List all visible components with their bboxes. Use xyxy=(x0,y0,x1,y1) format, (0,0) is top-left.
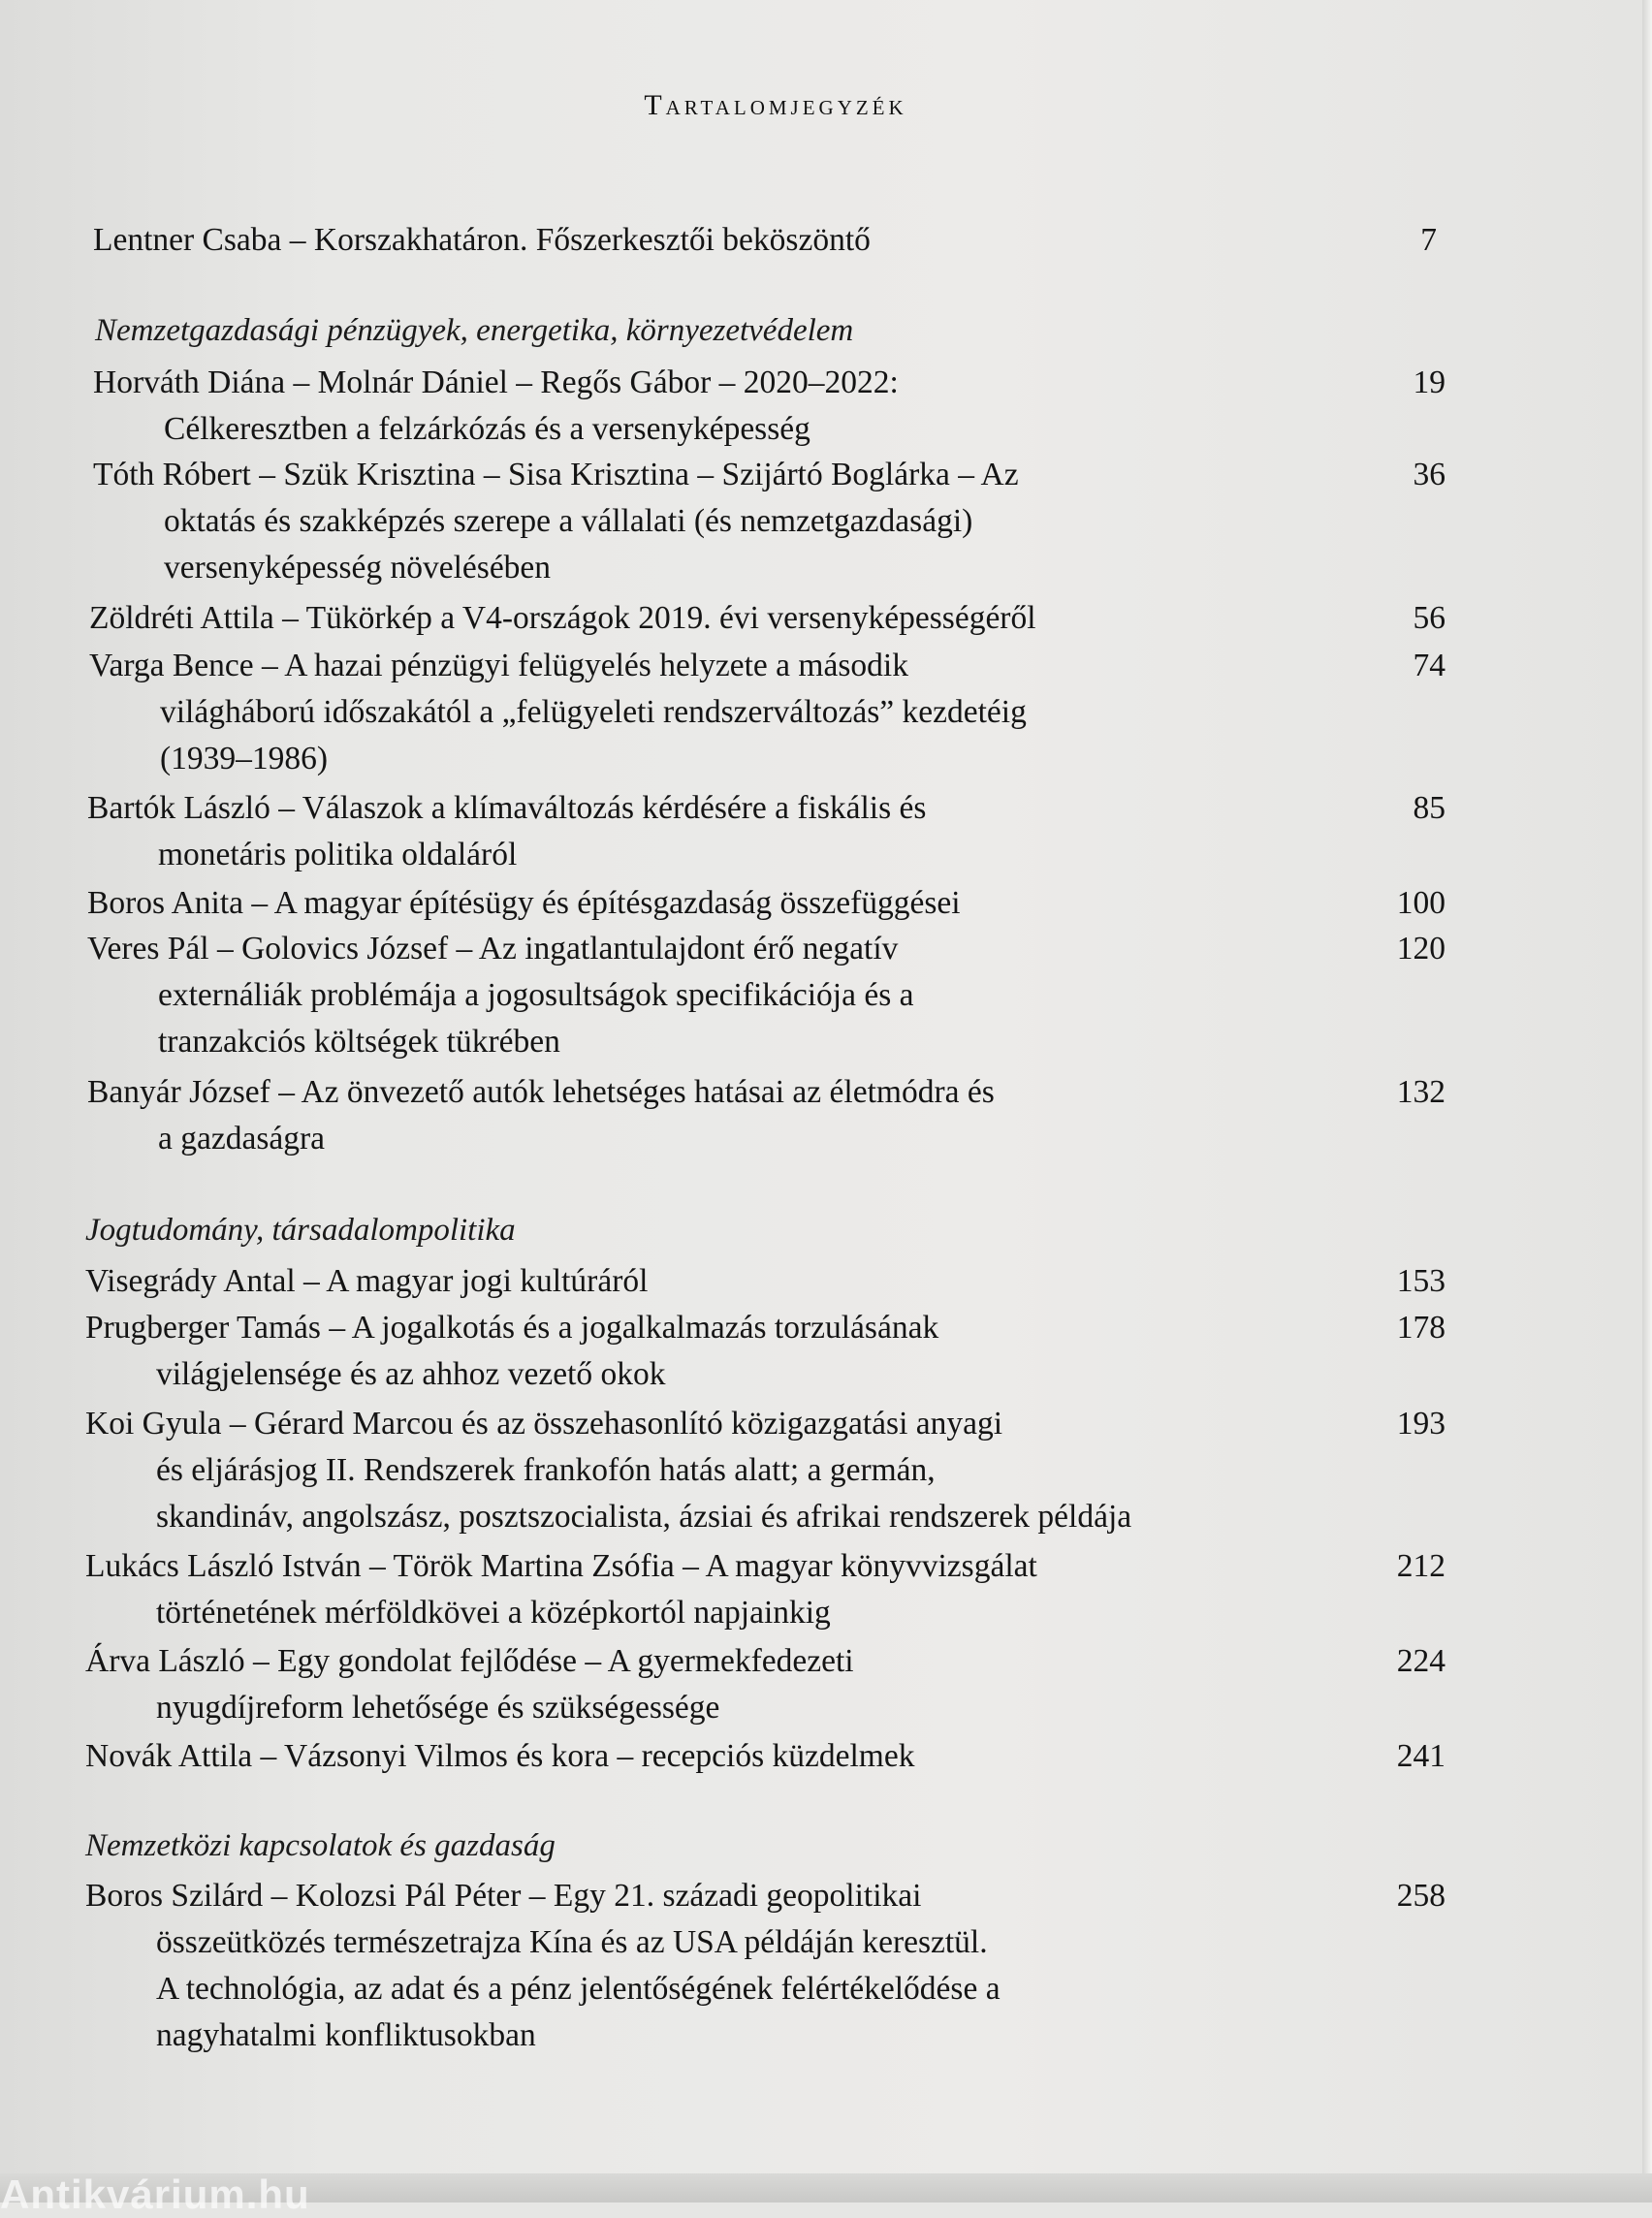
toc-entry xyxy=(89,643,1446,782)
entry-continuation-line: világjelensége és az ahhoz vezető okok xyxy=(156,1356,666,1392)
section-heading: Nemzetközi kapcsolatok és gazdaság xyxy=(85,1828,556,1863)
entry-continuation-line: externáliák problémája a jogosultságok specifikációja és a xyxy=(158,977,914,1013)
page-number: 258 xyxy=(1396,1878,1446,1914)
entry-title-line: Árva László – Egy gondolat fejlődése – A gyermekfedezeti xyxy=(85,1643,854,1679)
page-number: 193 xyxy=(1396,1406,1446,1442)
toc-entry xyxy=(93,360,1446,453)
toc-entry xyxy=(93,452,1446,591)
page-number: 19 xyxy=(1413,364,1446,400)
entry-continuation-line: oktatás és szakképzés szerepe a vállalati (és nemzetgazdasági) xyxy=(164,503,973,539)
page-number: 212 xyxy=(1396,1548,1446,1584)
entry-title-line: Lentner Csaba – Korszakhatáron. Főszerkesztői beköszöntő xyxy=(93,222,871,258)
entry-continuation-line: monetáris politika oldaláról xyxy=(158,837,518,872)
entry-title-line: Zöldréti Attila – Tükörkép a V4-országok 2019. évi versenyképességéről xyxy=(89,600,1036,636)
toc-entry xyxy=(89,595,1446,642)
entry-continuation-line: tranzakciós költségek tükrében xyxy=(158,1024,560,1060)
entry-continuation-line: Célkeresztben a felzárkózás és a versenyképesség xyxy=(164,411,810,447)
toc-entry xyxy=(87,926,1446,1065)
entry-title-line: Visegrády Antal – A magyar jogi kultúráról xyxy=(85,1263,649,1299)
toc-entry xyxy=(85,1638,1446,1731)
entry-title-line: Varga Bence – A hazai pénzügyi felügyelés helyzete a második xyxy=(89,648,908,683)
page-number: 153 xyxy=(1396,1263,1446,1299)
entry-title-line: Boros Anita – A magyar építésügy és építésgazdaság összefüggései xyxy=(87,885,961,921)
toc-entry xyxy=(85,1733,1446,1780)
page-title: Tartalomjegyzék xyxy=(644,89,907,121)
entry-continuation-line: összeütközés természetrajza Kína és az USA példáján keresztül. xyxy=(156,1924,988,1960)
page-number: 241 xyxy=(1396,1738,1446,1774)
entry-continuation-line: versenyképesség növelésében xyxy=(164,550,552,586)
watermark-logo: Antikvárium.hu xyxy=(0,2171,310,2217)
toc-entry xyxy=(93,217,1437,264)
entry-title-line: Novák Attila – Vázsonyi Vilmos és kora – recepciós küzdelmek xyxy=(85,1738,915,1774)
toc-entry xyxy=(87,785,1446,878)
entry-continuation-line: történetének mérföldkövei a középkortól napjainkig xyxy=(156,1595,831,1631)
page-number: 56 xyxy=(1413,600,1446,636)
entry-title-line: Horváth Diána – Molnár Dániel – Regős Gábor – 2020–2022: xyxy=(93,364,899,400)
entry-continuation-line: a gazdaságra xyxy=(158,1121,326,1157)
entry-title-line: Prugberger Tamás – A jogalkotás és a jogalkalmazás torzulásának xyxy=(85,1310,939,1346)
entry-continuation-line: skandináv, angolszász, posztszocialista, ázsiai és afrikai rendszerek példája xyxy=(156,1499,1132,1535)
entry-continuation-line: A technológia, az adat és a pénz jelentőségének felértékelődése a xyxy=(156,1971,1001,2007)
toc-entry xyxy=(87,880,1446,927)
entry-continuation-line: és eljárásjog II. Rendszerek frankofón hatás alatt; a germán, xyxy=(156,1452,936,1488)
page-number: 224 xyxy=(1396,1643,1446,1679)
page-number: 120 xyxy=(1396,931,1446,966)
page-number: 36 xyxy=(1413,457,1446,492)
section-heading: Jogtudomány, társadalompolitika xyxy=(85,1213,516,1248)
toc-entry xyxy=(85,1873,1446,2059)
toc-entry xyxy=(85,1305,1446,1398)
page-edge xyxy=(1642,0,1652,2202)
entry-continuation-line: nyugdíjreform lehetősége és szükségessége xyxy=(156,1690,720,1726)
entry-title-line: Bartók László – Válaszok a klímaváltozás kérdésére a fiskális és xyxy=(87,790,927,826)
entry-title-line: Koi Gyula – Gérard Marcou és az összehasonlító közigazgatási anyagi xyxy=(85,1406,1003,1442)
toc-entry xyxy=(87,1069,1446,1162)
entry-title-line: Tóth Róbert – Szük Krisztina – Sisa Krisztina – Szijártó Boglárka – Az xyxy=(93,457,1019,492)
entry-continuation-line: (1939–1986) xyxy=(160,741,329,776)
entry-title-line: Veres Pál – Golovics József – Az ingatlantulajdont érő negatív xyxy=(87,931,899,966)
page-number: 178 xyxy=(1396,1310,1446,1346)
toc-entry xyxy=(85,1258,1446,1305)
page-number: 85 xyxy=(1413,790,1446,826)
entry-title-line: Lukács László István – Török Martina Zsófia – A magyar könyvvizsgálat xyxy=(85,1548,1037,1584)
page-number: 132 xyxy=(1396,1074,1446,1110)
page-number: 74 xyxy=(1413,648,1446,683)
entry-continuation-line: világháború időszakától a „felügyeleti rendszerváltozás” kezdetéig xyxy=(160,694,1027,730)
toc-entry xyxy=(85,1401,1446,1540)
toc-entry xyxy=(85,1543,1446,1636)
entry-title-line: Banyár József – Az önvezető autók lehetséges hatásai az életmódra és xyxy=(87,1074,995,1110)
entry-title-line: Boros Szilárd – Kolozsi Pál Péter – Egy 21. századi geopolitikai xyxy=(85,1878,922,1914)
page-number: 100 xyxy=(1396,885,1446,921)
section-heading: Nemzetgazdasági pénzügyek, energetika, környezetvédelem xyxy=(95,313,854,348)
entry-continuation-line: nagyhatalmi konfliktusokban xyxy=(156,2017,536,2053)
page-number: 7 xyxy=(1420,222,1437,258)
